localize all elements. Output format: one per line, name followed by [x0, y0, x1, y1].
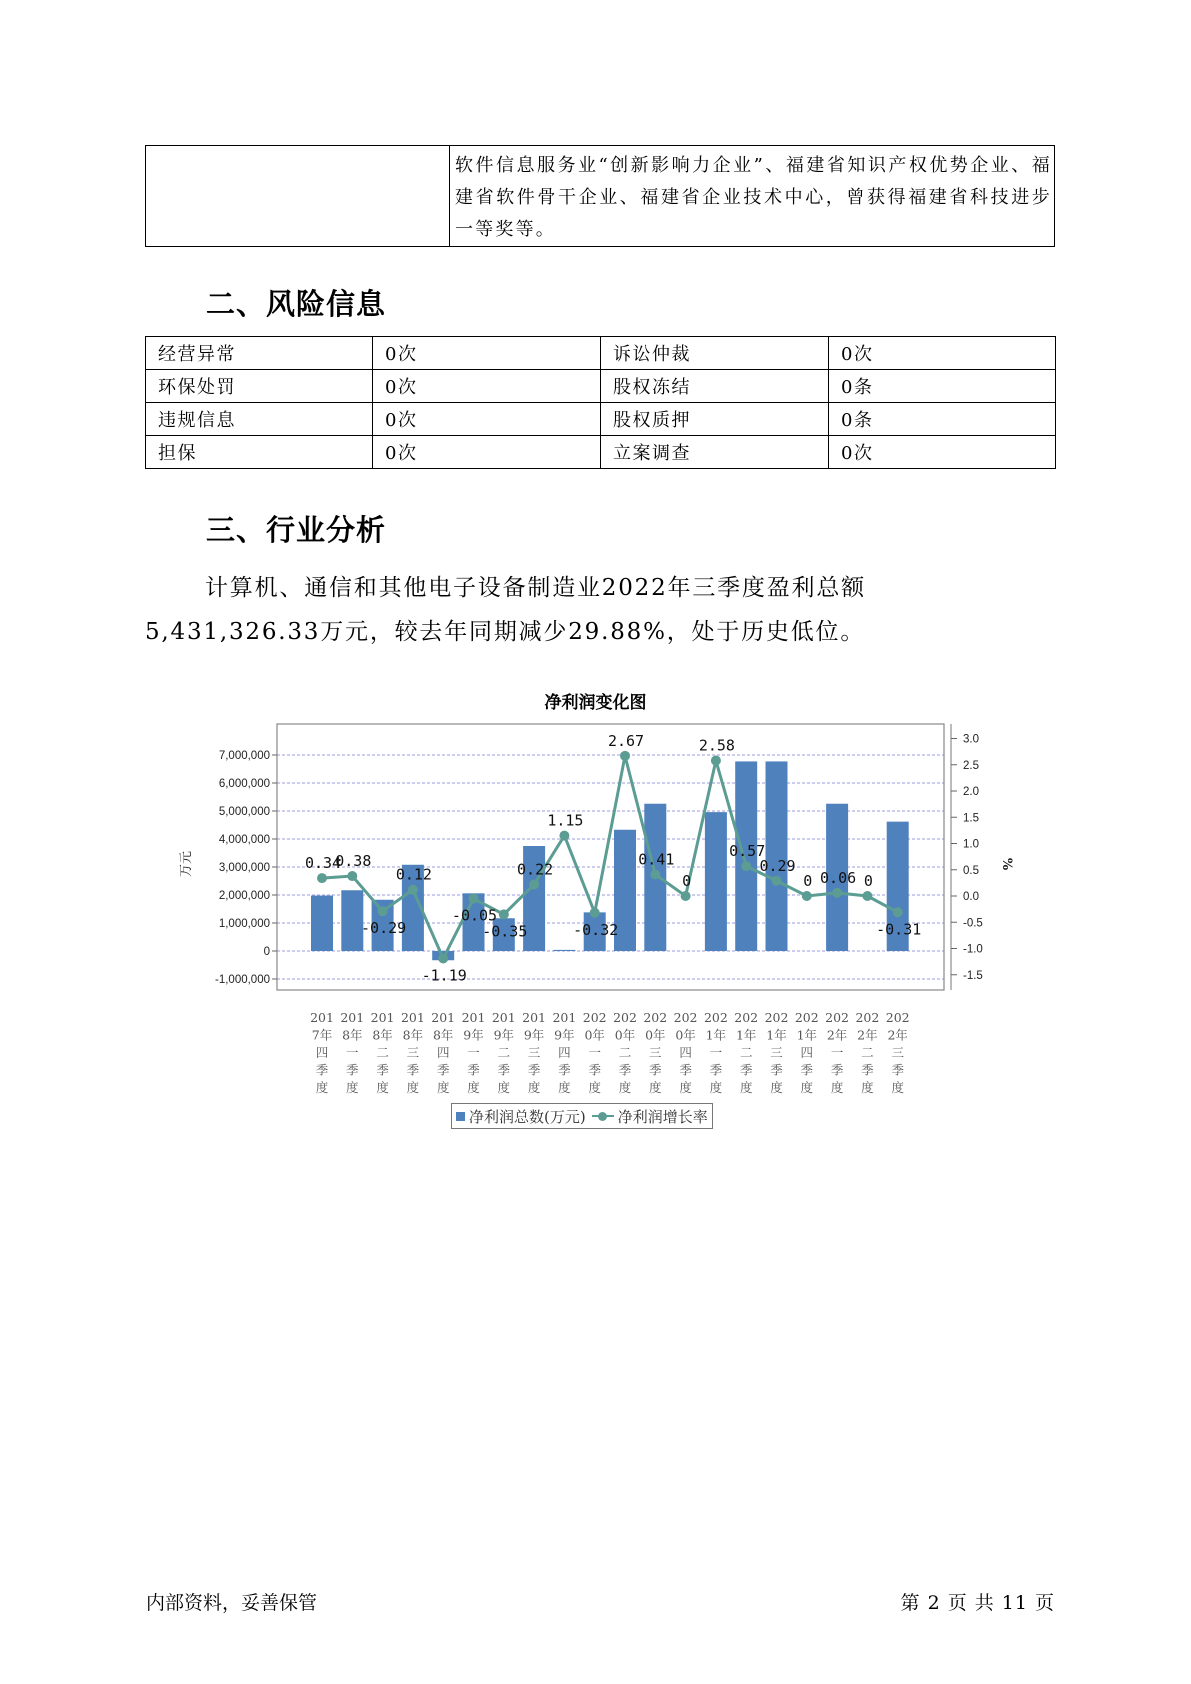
risk-item-label: 股权质押 [601, 403, 829, 436]
right-axis-title: % [999, 857, 1014, 871]
growth-rate-point [347, 871, 357, 881]
data-label: -0.32 [573, 920, 619, 939]
growth-rate-point [893, 907, 903, 917]
data-label: 0.34 [304, 854, 342, 873]
right-axis-tick-label: 1.5 [963, 812, 979, 825]
bar [553, 950, 575, 951]
right-axis-tick-label: -0.5 [963, 917, 983, 930]
x-axis-category-label: 201 9年三季度 [522, 1010, 547, 1095]
data-label: 0.12 [395, 865, 432, 884]
data-label: -1.19 [421, 966, 467, 985]
footer-confidential-note: 内部资料，妥善保管 [146, 1592, 318, 1614]
right-axis-tick-label: 2.0 [963, 786, 979, 798]
x-axis-category-label: 202 2年三季度 [885, 1010, 910, 1095]
data-label: -0.05 [451, 906, 498, 925]
data-label: 2.58 [698, 736, 735, 755]
x-axis-category-label: 202 2年一季度 [825, 1010, 850, 1095]
growth-rate-point [772, 876, 782, 886]
right-axis-tick-label: 0.0 [963, 891, 979, 903]
risk-item-label: 股权冻结 [601, 370, 829, 403]
bar [311, 896, 333, 951]
data-label: 2.67 [607, 731, 645, 750]
growth-rate-point [469, 894, 479, 904]
risk-item-label: 环保处罚 [146, 370, 373, 403]
data-label: 0 [803, 872, 813, 890]
section-title-risk: 二、风险信息 [206, 287, 387, 321]
growth-rate-point [832, 888, 842, 898]
right-axis-tick-label: -1.5 [963, 969, 983, 982]
footer-page-number: 第 2 页 共 11 页 [900, 1592, 1055, 1614]
risk-item-label: 经营异常 [146, 337, 373, 370]
data-label: 0.57 [729, 842, 766, 861]
x-axis-category-label: 201 9年二季度 [491, 1010, 516, 1095]
bar [341, 890, 363, 951]
x-axis-category-label: 201 8年一季度 [340, 1010, 365, 1095]
section-title-industry: 三、行业分析 [206, 513, 387, 547]
growth-rate-point [802, 891, 812, 901]
x-axis-category-label: 202 1年三季度 [764, 1010, 789, 1095]
data-label: 0.41 [638, 850, 675, 869]
x-axis-category-label: 201 8年四季度 [431, 1010, 456, 1095]
risk-item-value: 0次 [373, 337, 601, 370]
data-label: 1.15 [547, 811, 584, 830]
x-axis-category-label: 201 8年二季度 [370, 1010, 395, 1095]
risk-item-value: 0次 [829, 337, 1056, 370]
left-axis-tick-label: 3,000,000 [218, 862, 270, 874]
left-axis-title: 万元 [179, 850, 194, 878]
industry-paragraph-line2: 5,431,326.33万元，较去年同期减少29.88%，处于历史低位。 [145, 619, 866, 645]
right-axis-tick-label: 1.0 [963, 838, 979, 851]
growth-rate-point [620, 751, 630, 761]
growth-rate-point [378, 906, 388, 916]
data-label: 0 [863, 872, 873, 890]
data-label: 0 [682, 872, 692, 890]
info-table-value-cell: 软件信息服务业“创新影响力企业”、福建省知识产权优势企业、福建省软件骨干企业、福建省企业技术中心，曾获得福建省科技进步一等奖等。 [450, 146, 1055, 247]
growth-rate-point [862, 891, 872, 901]
x-axis-category-label: 201 9年一季度 [461, 1010, 486, 1095]
data-label: -0.35 [482, 922, 528, 941]
risk-item-label: 立案调查 [601, 436, 829, 469]
risk-item-value: 0次 [829, 436, 1056, 469]
right-axis-tick-label: -1.0 [963, 943, 983, 956]
x-axis-category-label: 202 0年一季度 [582, 1010, 607, 1095]
legend-line-label: 净利润增长率 [617, 1107, 708, 1126]
legend-bar-swatch [456, 1112, 465, 1121]
data-label: -0.29 [361, 919, 407, 938]
right-axis-tick-label: 0.5 [963, 864, 979, 877]
growth-rate-point [529, 879, 539, 889]
x-axis-category-label: 202 1年四季度 [794, 1010, 819, 1095]
risk-item-value: 0次 [373, 436, 601, 469]
right-axis-tick-label: 2.5 [963, 759, 979, 772]
data-label: 0.29 [759, 856, 796, 875]
x-axis-category-label: 202 0年二季度 [613, 1010, 637, 1095]
growth-rate-point [741, 861, 751, 871]
left-axis-tick-label: 2,000,000 [218, 890, 270, 902]
x-axis-category-label: 201 8年三季度 [400, 1010, 425, 1095]
left-axis-tick-label: -1,000,000 [215, 974, 270, 986]
bar [705, 812, 727, 951]
data-label: 0.22 [517, 860, 554, 879]
chart-title: 净利润变化图 [544, 693, 647, 713]
x-axis-category-label: 201 9年四季度 [552, 1010, 577, 1095]
risk-item-label: 违规信息 [146, 403, 373, 436]
risk-item-label: 诉讼仲裁 [601, 337, 829, 370]
industry-paragraph-line1: 计算机、通信和其他电子设备制造业2022年三季度盈利总额 [205, 575, 866, 601]
growth-rate-point [650, 869, 660, 879]
growth-rate-point [590, 908, 600, 918]
chart-legend [451, 1103, 713, 1129]
left-axis-tick-label: 5,000,000 [218, 806, 270, 818]
risk-item-value: 0条 [829, 403, 1056, 436]
risk-item-label: 担保 [146, 436, 373, 469]
growth-rate-point [681, 891, 691, 901]
risk-item-value: 0次 [373, 403, 601, 436]
left-axis-tick-label: 7,000,000 [218, 750, 270, 762]
growth-rate-point [499, 909, 509, 919]
x-axis-category-label: 202 1年一季度 [703, 1010, 728, 1095]
data-label: 0.06 [820, 868, 857, 887]
growth-rate-point [317, 873, 327, 883]
x-axis-category-label: 202 2年二季度 [855, 1010, 880, 1095]
left-axis-tick-label: 0 [263, 946, 270, 958]
left-axis-tick-label: 6,000,000 [218, 778, 270, 790]
growth-rate-point [559, 831, 569, 841]
x-axis-category-label: 202 1年二季度 [734, 1010, 759, 1095]
data-label: -0.31 [876, 920, 922, 939]
growth-rate-point [711, 756, 721, 766]
data-label: 0.38 [335, 852, 372, 871]
x-axis-category-label: 202 0年四季度 [673, 1010, 698, 1095]
x-axis-category-label: 202 0年三季度 [643, 1010, 668, 1095]
legend-bar-label: 净利润总数(万元) [469, 1107, 586, 1126]
risk-item-value: 0次 [373, 370, 601, 403]
left-axis-tick-label: 1,000,000 [218, 918, 270, 930]
right-axis-tick-label: 3.0 [963, 733, 979, 746]
x-axis-category-label: 201 7年四季度 [310, 1010, 334, 1095]
growth-rate-point [408, 885, 418, 895]
risk-item-value: 0条 [829, 370, 1056, 403]
legend-line-swatch [592, 1111, 614, 1121]
growth-rate-point [438, 953, 448, 963]
left-axis-tick-label: 4,000,000 [218, 834, 270, 846]
